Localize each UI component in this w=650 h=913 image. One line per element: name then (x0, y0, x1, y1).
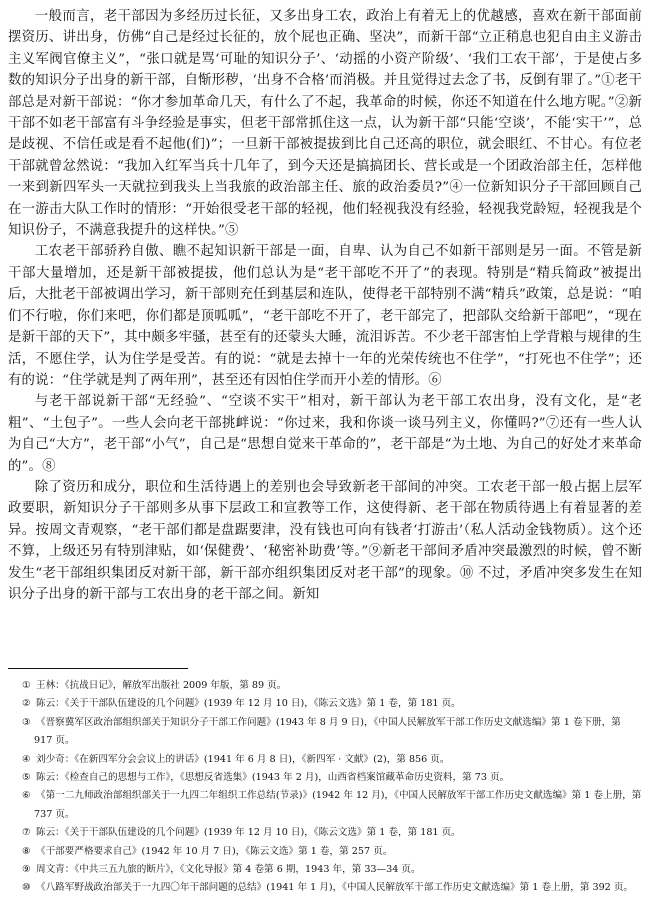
paragraph-1: 一般而言，老干部因为多经历过长征，又多出身工农，政治上有着无上的优越感，喜欢在新干部面前摆资历、讲出身，仿佛“自己是经过长征的，放个屁也正确、坚决”，而新干部“立正稍息也犯自由主义游击主义军阀官僚主义”，“张口就是骂‘可耻的知识分子’、‘动摇的小资产阶级’、‘我们工农干部’，于是使占多数的知识分子出身的新干部，自惭形秽，‘出身不合格’而消极。并且觉得过去念了书，反倒有罪了。”①老干部总是对新干部说：“你才参加革命几天，有什么了不起，我革命的时候，你还不知道在什么地方呢。”②新干部不如老干部富有斗争经验是事实，但老干部常抓住这一点，认为新干部“只能‘空谈’，不能‘实干’”，总是歧视、不信任或是看不起他(们)”；一旦新干部被提拔到比自己还高的职位，就会眼红、不甘心。有位老干部就曾忿然说：“我加入红军当兵十几年了，到今天还是搞搞团长、营长或是一个团政治部主任，怎样他一来到新四军头一天就拉到我头上当我旅的政治部主任、旅的政治委员?”④一位新知识分子干部回顾自己在一游击大队工作时的情形：“开始很受老干部的轻视，他们轻视我没有经验，轻视我党龄短，轻视我是个知识份子，不满意我提升的这样快。”⑤ (8, 9, 642, 239)
footnote-4 (8, 751, 642, 769)
footnote-text: 《晋察冀军区政治部组织部关于知识分子干部工作问题》(1943 年 8 月 9 日)，《中国人民解放军干部工作历史文献选编》第 1 卷下册，第 917 页。 (34, 716, 621, 747)
footnote-number: ⑧ (22, 845, 31, 857)
footnote-number: ③ (22, 716, 31, 728)
footnote-text: 《干部要严格要求自己》(1942 年 10 月 7 日)，《陈云文选》第 1 卷，第 257 页。 (36, 845, 393, 857)
footnote-text: 王林：《抗战日记》，解放军出版社 2009 年版，第 89 页。 (36, 680, 287, 691)
footnote-7 (8, 824, 642, 842)
footnote-1 (8, 677, 642, 695)
footnote-8 (8, 843, 642, 861)
footnote-text: 周文青：《中共三五九旅的断片》，《文化导报》第 4 卷第 6 期，1943 年，第 33—34 页。 (36, 864, 421, 876)
footnote-number: ⑨ (22, 864, 31, 876)
footnote-number: ⑤ (22, 772, 31, 784)
footnote-number: ⑦ (22, 827, 31, 839)
paragraph-4: 除了资历和成分，职位和生活待遇上的差别也会导致新老干部间的冲突。工农老干部一般占据上层军政要职，新知识分子干部则多从事下层政工和宣教等工作，这使得新、老干部在物质待遇上有着显著的差异。按周文青观察，“老干部们都是盘踞要津，没有钱也可向有钱者‘打游击’（私人活动金钱物质）。这个还不算，上级还另有特别津贴，如‘保健费’、‘秘密补助费’等。”⑨新老干部间矛盾冲突最激烈的时候，曾不断发生“老干部组织集团反对新干部，新干部亦组织集团反对老干部”的现象。⑩ 不过，矛盾冲突多发生在知识分子出身的新干部与工农出身的老干部之间。新知 (8, 479, 642, 602)
footnotes (8, 677, 642, 898)
footnote-text: 陈云：《关于干部队伍建设的几个问题》(1939 年 12 月 10 日)，《陈云文选》第 1 卷，第 181 页。 (36, 827, 461, 839)
footnote-text: 《八路军野战政治部关于一九四〇年干部问题的总结》(1941 年 1 月)，《中国人民解放军干部工作历史文献选编》第 1 卷上册，第 392 页。 (36, 882, 634, 894)
footnote-9 (8, 861, 642, 879)
footnote-10 (8, 879, 642, 897)
footnote-5 (8, 769, 642, 787)
paragraph-3: 与老干部说新干部“无经验”、“空谈不实干”相对，新干部认为老干部工农出身，没有文化，是“老粗”、“土包子”。一些人会向老干部挑衅说：“你过来，我和你谈一谈马列主义，你懂吗?”⑦还有一些人认为自己“大方”，老干部“小气”，自己是“思想自觉来干革命的”，老干部是“为土地、为自己的好处才来革命的”。⑧ (8, 394, 642, 474)
paragraph-2: 工农老干部骄矜自傲、瞧不起知识新干部是一面，自卑、认为自己不如新干部则是另一面。不管是新干部大量增加，还是新干部被提拔，他们总认为是“老干部吃不开了”的表现。特别是“精兵简政”被提出后，大批老干部被调出学习，新干部则充任到基层和连队，使得老干部特别不满“精兵”政策，总是说：“咱们不行啦，你们来吧，你们都是顶呱呱”，“老干部吃不开了，老干部完了，把部队交给新干部吧”，“现在是新干部的天下”，其中颇多牢骚，甚至有的还蒙头大睡，流泪诉苦。不少老干部害怕上学背粮与规律的生活，不愿住学，认为住学是受苦。有的说：“就是去掉十一年的光荣传统也不住学”，“打死也不住学”；还有的说：“住学就是判了两年刑”，甚至还有因怕住学而开小差的情形。⑥ (8, 244, 642, 388)
footnote-number: ⑩ (22, 882, 31, 894)
body-text (8, 6, 642, 605)
footnote-number: ① (22, 680, 31, 691)
footnote-3 (8, 714, 642, 751)
footnote-number: ④ (22, 753, 31, 765)
footnote-text: 陈云：《检查自己的思想与工作》，《思想反省选集》(1943 年 2 月)，山西省档案馆藏革命历史资料，第 73 页。 (36, 772, 510, 784)
footnote-6 (8, 787, 642, 824)
footnote-text: 《第一二九师政治部组织部关于一九四二年组织工作总结(节录)》(1942 年 12 月)，《中国人民解放军干部工作历史文献选编》第 1 卷上册，第 737 页。 (34, 790, 642, 820)
footnote-2 (8, 695, 642, 713)
footnote-number: ⑥ (22, 790, 31, 802)
footnote-divider (8, 668, 188, 669)
footnote-text: 陈云：《关于干部队伍建设的几个问题》(1939 年 12 月 10 日)，《陈云文选》第 1 卷，第 181 页。 (36, 698, 461, 710)
footnote-number: ② (22, 698, 31, 710)
footnote-text: 刘少奇：《在新四军分会会议上的讲话》(1941 年 6 月 8 日)，《新四军 · 文献》(2)，第 856 页。 (36, 753, 450, 765)
